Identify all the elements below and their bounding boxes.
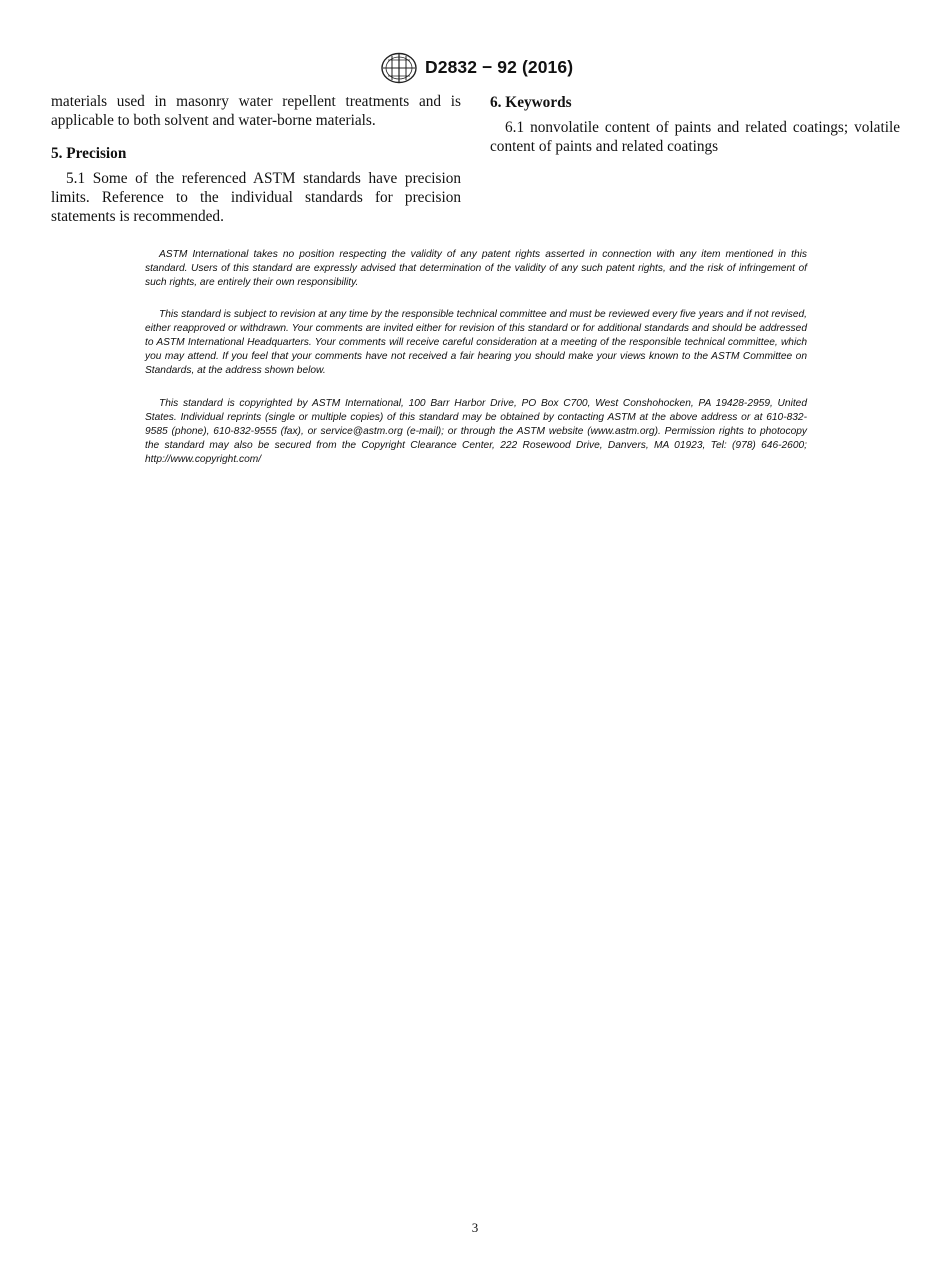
page-header [0, 52, 950, 84]
paragraph-5-1: 5.1 Some of the referenced ASTM standards have precision limits. Reference to the individual standards for precision statements is recommended. [51, 170, 461, 225]
revision-notice: This standard is subject to revision at any time by the responsible technical committee and must be reviewed every five years and if not revised, either reapproved or withdrawn. Your comments are invited either for revision of this standard or for additional standards and should be addressed to ASTM International Headquarters. Your comments will receive careful consideration at a meeting of the responsible technical committee, which you may attend. If you feel that your comments have not received a fair hearing you should make your views known to the ASTM Committee on Standards, at the address shown below. [145, 309, 807, 376]
left-column [51, 92, 461, 226]
standard-designation: D2832 − 92 (2016) [425, 57, 574, 77]
copyright-notice: This standard is copyrighted by ASTM International, 100 Barr Harbor Drive, PO Box C700, West Conshohocken, PA 19428-2959, United States. Individual reprints (single or multiple copies) of this standard may be obtained by contacting ASTM at the above address or at 610-832-9585 (phone), 610-832-9555 (fax), or service@astm.org (e-mail); or through the ASTM website (www.astm.org). Permission rights to photocopy the standard may also be secured from the Copyright Clearance Center, 222 Rosewood Drive, Danvers, MA 01923, Tel: (978) 646-2600; http://www.copyright.com/ [145, 398, 807, 465]
page-number: 3 [471, 1220, 479, 1235]
section-heading-keywords: 6. Keywords [490, 94, 572, 111]
right-column [490, 92, 900, 156]
astm-logo-icon [380, 52, 418, 84]
section-heading-precision: 5. Precision [51, 145, 127, 162]
patent-notice: ASTM International takes no position respecting the validity of any patent rights asserted in connection with any item mentioned in this standard. Users of this standard are expressly advised that determination of the validity of any such patent rights, and the risk of infringement of such rights, are entirely their own responsibility. [145, 249, 807, 288]
continued-paragraph: materials used in masonry water repellent treatments and is applicable to both solvent and water-borne materials. [51, 93, 461, 129]
paragraph-6-1: 6.1 nonvolatile content of paints and related coatings; volatile content of paints and related coatings [490, 119, 900, 155]
